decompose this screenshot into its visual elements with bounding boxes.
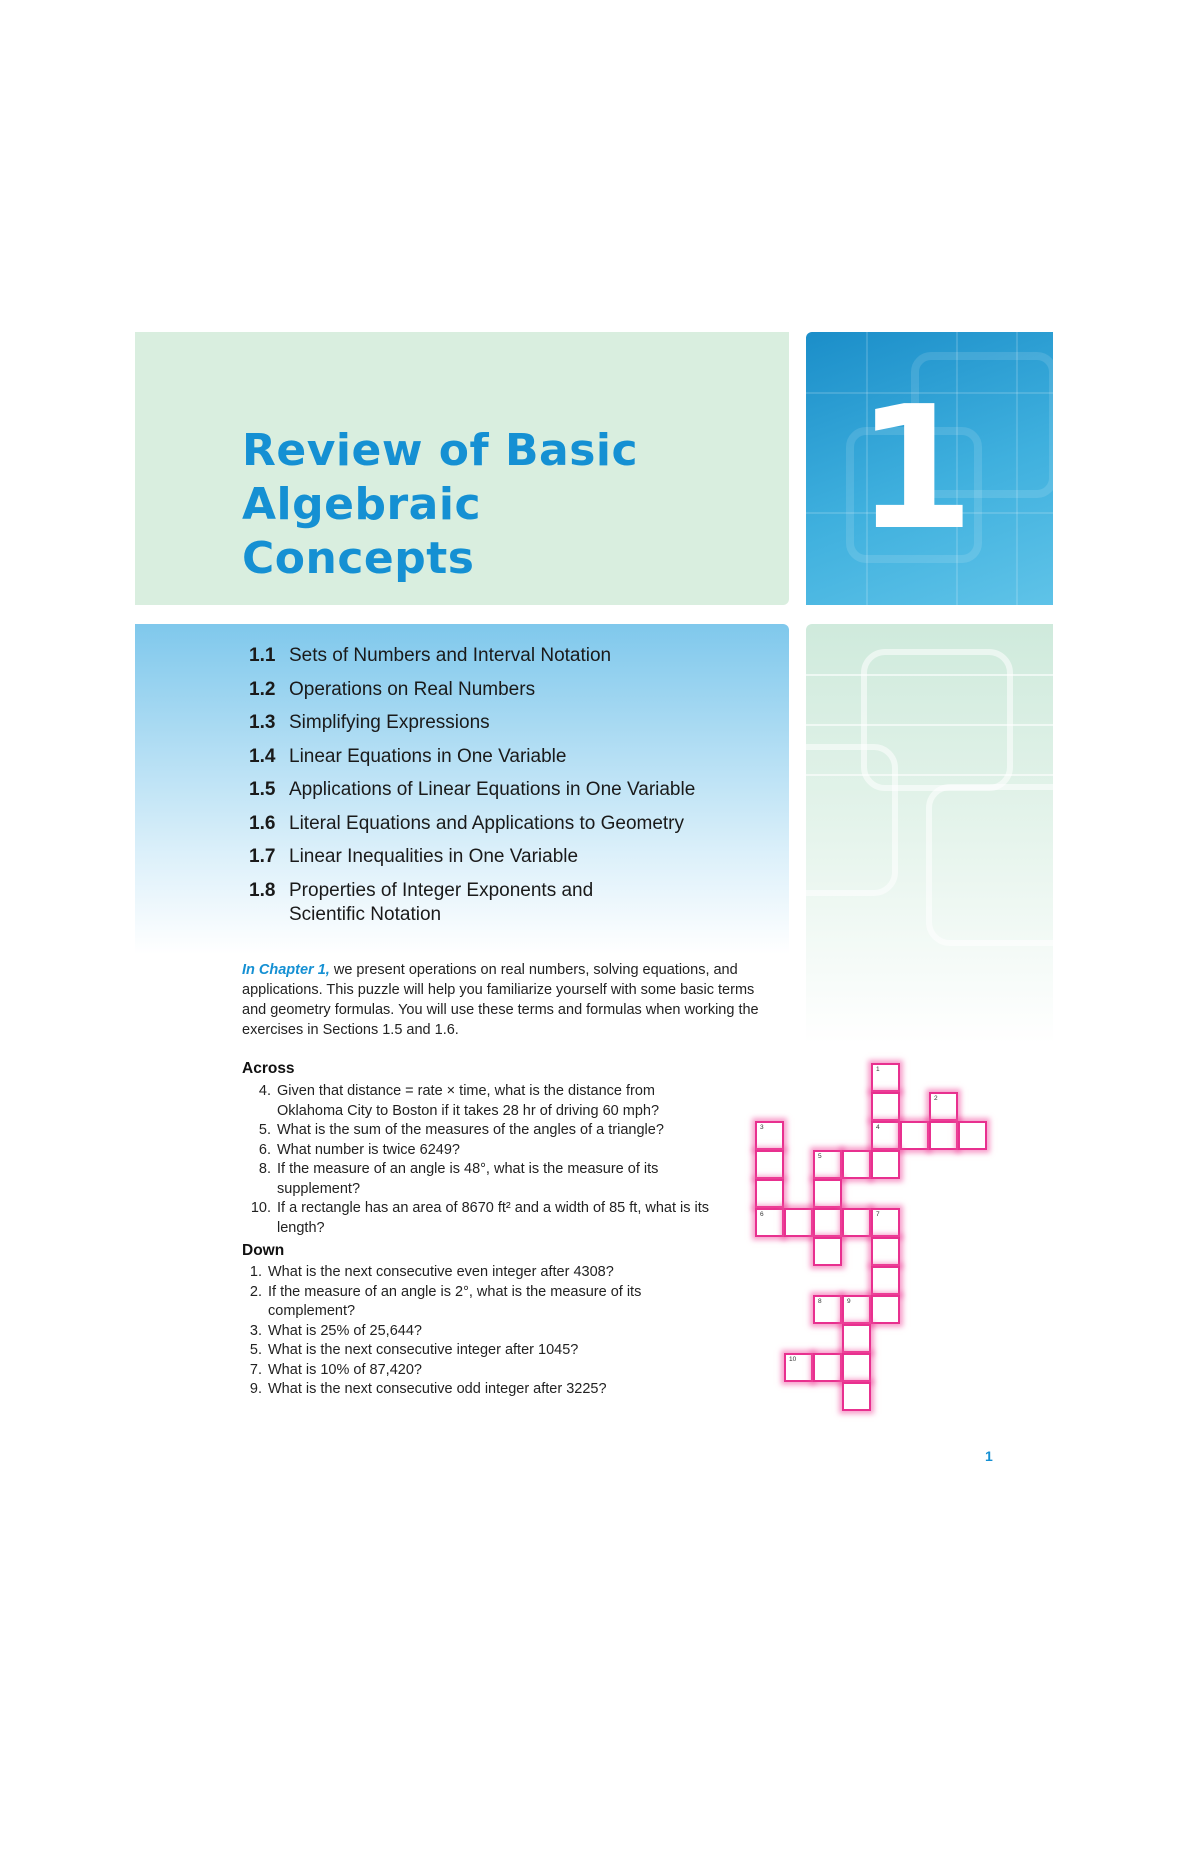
crossword-cell-number: 10 xyxy=(789,1356,797,1363)
crossword-cell[interactable] xyxy=(813,1237,842,1266)
crossword-cell[interactable] xyxy=(755,1208,784,1237)
crossword-cell[interactable] xyxy=(842,1353,871,1382)
crossword-cell[interactable] xyxy=(871,1092,900,1121)
clue-number: 7. xyxy=(249,1361,262,1378)
toc-section-number: 1.8 xyxy=(249,879,276,901)
clue-text: What is the sum of the measures of the angles of a triangle? xyxy=(277,1122,664,1138)
chapter-number: 1 xyxy=(856,370,975,568)
clue-text: If the measure of an angle is 48°, what is the measure of its supplement? xyxy=(277,1161,659,1197)
crossword-cell[interactable] xyxy=(929,1092,958,1121)
toc-entry xyxy=(249,879,759,927)
list-item xyxy=(242,1341,702,1361)
chapter-title-panel xyxy=(135,332,789,605)
toc-entry xyxy=(249,644,759,668)
clue-text: What is 25% of 25,644? xyxy=(268,1322,422,1339)
crossword-cell[interactable] xyxy=(813,1353,842,1382)
crossword-cell[interactable] xyxy=(784,1353,813,1382)
toc-section-number: 1.6 xyxy=(249,812,276,834)
clue-number: 4. xyxy=(258,1083,271,1099)
toc-section-title: Sets of Numbers and Interval Notation xyxy=(289,645,612,666)
clue-number: 5. xyxy=(249,1342,262,1358)
crossword-cell-number: 3 xyxy=(760,1124,764,1131)
chapter-title-line: Concepts xyxy=(242,533,475,584)
toc-section-number: 1.3 xyxy=(249,712,276,733)
toc-section-title: Linear Equations in One Variable xyxy=(289,745,567,767)
clue-number: 3. xyxy=(249,1322,262,1339)
toc-entry xyxy=(249,678,759,702)
crossword-cell[interactable] xyxy=(958,1121,987,1150)
crossword-cell-number: 9 xyxy=(847,1298,851,1305)
crossword-cell[interactable] xyxy=(842,1295,871,1324)
crossword-cell-number: 4 xyxy=(876,1124,880,1131)
toc-entry xyxy=(249,778,759,802)
clue-text: If the measure of an angle is 2°, what is the measure of its complement? xyxy=(268,1283,642,1319)
toc-section-title: Literal Equations and Applications to Geometry xyxy=(289,812,685,834)
toc-section-title: Applications of Linear Equations in One Variable xyxy=(289,779,696,800)
crossword-cell[interactable] xyxy=(871,1121,900,1150)
crossword-cell[interactable] xyxy=(871,1063,900,1092)
crossword-cell[interactable] xyxy=(929,1121,958,1150)
list-item xyxy=(242,1082,742,1121)
decorative-square xyxy=(926,784,1053,946)
clue-number: 9. xyxy=(249,1381,262,1397)
crossword-cell-number: 6 xyxy=(760,1211,764,1218)
clue-number: 8. xyxy=(258,1161,271,1177)
decorative-line xyxy=(806,674,1053,676)
crossword-cell[interactable] xyxy=(871,1266,900,1295)
crossword-cell[interactable] xyxy=(813,1179,842,1208)
crossword-cell[interactable] xyxy=(900,1121,929,1150)
across-clue-list xyxy=(242,1082,742,1238)
crossword-cell[interactable] xyxy=(871,1295,900,1324)
chapter-title-line: Algebraic xyxy=(242,479,482,530)
clue-number: 10. xyxy=(250,1200,271,1216)
list-item xyxy=(242,1380,702,1400)
toc-section-number: 1.7 xyxy=(249,846,276,867)
decorative-line xyxy=(806,774,1053,776)
table-of-contents xyxy=(249,644,759,936)
toc-section-number: 1.2 xyxy=(249,678,276,700)
list-item xyxy=(242,1199,742,1238)
decorative-square xyxy=(806,744,898,896)
intro-paragraph xyxy=(242,960,762,1040)
crossword-cell[interactable] xyxy=(842,1382,871,1411)
toc-entry xyxy=(249,745,759,769)
list-item xyxy=(242,1361,702,1381)
down-heading: Down xyxy=(242,1242,285,1259)
toc-entry xyxy=(249,711,759,735)
crossword-cell[interactable] xyxy=(813,1208,842,1237)
crossword-cell[interactable] xyxy=(784,1208,813,1237)
crossword-cell-number: 8 xyxy=(818,1298,822,1305)
page-number: 1 xyxy=(985,1448,993,1464)
clue-text: If a rectangle has an area of 8670 ft² and a width of 85 ft, what is its length? xyxy=(277,1200,710,1236)
toc-section-number: 1.1 xyxy=(249,645,276,666)
crossword-cell[interactable] xyxy=(871,1150,900,1179)
clue-text: What number is twice 6249? xyxy=(277,1141,460,1158)
crossword-cell[interactable] xyxy=(755,1150,784,1179)
crossword-cell[interactable] xyxy=(755,1179,784,1208)
decorative-panel xyxy=(806,624,1053,1044)
down-clue-list xyxy=(242,1263,702,1400)
toc-entry xyxy=(249,812,759,836)
intro-lead: In Chapter 1, xyxy=(242,962,330,978)
crossword-cell[interactable] xyxy=(755,1121,784,1150)
crossword-cell[interactable] xyxy=(813,1150,842,1179)
toc-section-title: Linear Inequalities in One Variable xyxy=(289,846,579,867)
toc-section-number: 1.4 xyxy=(249,745,276,767)
across-heading: Across xyxy=(242,1060,295,1077)
toc-section-title: Operations on Real Numbers xyxy=(289,678,536,700)
clue-text: What is 10% of 87,420? xyxy=(268,1361,422,1378)
crossword-cell[interactable] xyxy=(842,1150,871,1179)
toc-section-title: Simplifying Expressions xyxy=(289,712,490,733)
list-item xyxy=(242,1263,702,1283)
toc-section-title: Properties of Integer Exponents and Scientific Notation xyxy=(289,879,594,925)
list-item xyxy=(242,1322,702,1342)
crossword-cell[interactable] xyxy=(871,1237,900,1266)
clue-text: Given that distance = rate × time, what is the distance from Oklahoma City to Boston if it takes 28 hr of driving 60 mph? xyxy=(277,1083,660,1119)
crossword-cell[interactable] xyxy=(842,1208,871,1237)
crossword-cell[interactable] xyxy=(871,1208,900,1237)
chapter-title-line: Review of Basic xyxy=(242,425,639,476)
clue-text: What is the next consecutive even integer after 4308? xyxy=(268,1264,614,1280)
clue-text: What is the next consecutive odd integer after 3225? xyxy=(268,1381,607,1397)
chapter-title xyxy=(242,424,638,586)
decorative-line xyxy=(1016,332,1018,605)
crossword-cell[interactable] xyxy=(842,1324,871,1353)
crossword-cell-number: 7 xyxy=(876,1211,880,1218)
list-item xyxy=(242,1121,742,1141)
list-item xyxy=(242,1141,742,1161)
clue-text: What is the next consecutive integer after 1045? xyxy=(268,1342,579,1358)
clue-number: 1. xyxy=(249,1264,262,1280)
toc-section-number: 1.5 xyxy=(249,779,276,800)
crossword-cell[interactable] xyxy=(813,1295,842,1324)
decorative-line xyxy=(806,724,1053,726)
clue-number: 5. xyxy=(258,1122,271,1138)
crossword-cell-number: 2 xyxy=(934,1095,938,1102)
clue-number: 2. xyxy=(249,1283,262,1300)
intro-text: we present operations on real numbers, solving equations, and applications. This puzzle will help you familiarize yourself with some basic terms and geometry formulas. You will use these terms and formulas when working the exercises in Sections 1.5 and 1.6. xyxy=(242,962,759,1038)
list-item xyxy=(242,1160,742,1199)
list-item xyxy=(242,1283,702,1322)
toc-entry xyxy=(249,845,759,869)
crossword-cell-number: 1 xyxy=(876,1066,880,1073)
crossword-cell-number: 5 xyxy=(818,1153,822,1160)
clue-number: 6. xyxy=(258,1141,271,1158)
chapter-number-panel xyxy=(806,332,1053,605)
